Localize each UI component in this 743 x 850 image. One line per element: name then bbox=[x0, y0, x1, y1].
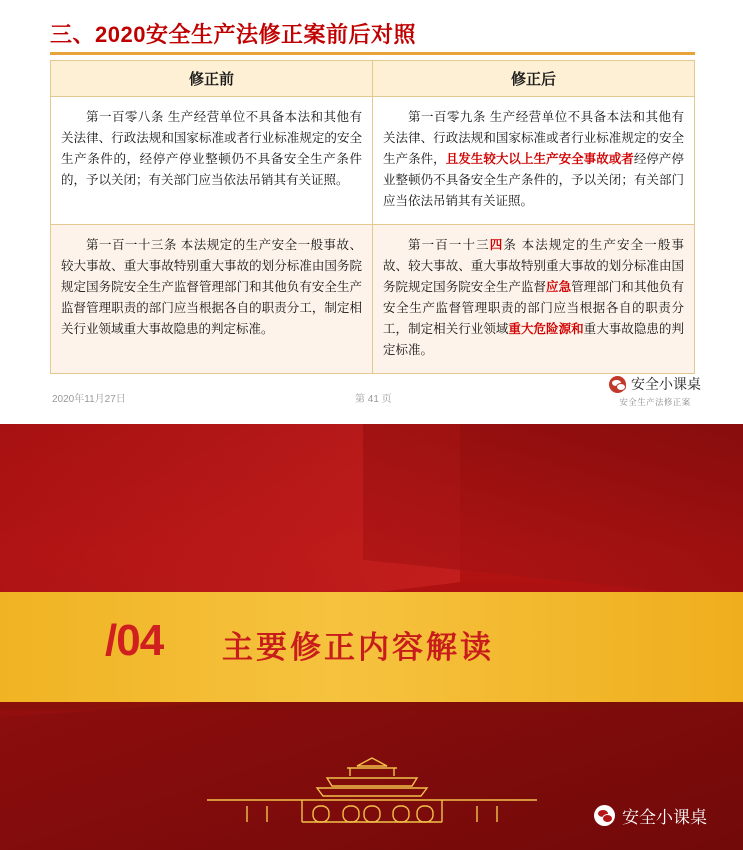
cell-after-1 bbox=[373, 97, 695, 225]
table-row bbox=[51, 225, 695, 374]
after-plain-2a: 第一百一十三 bbox=[408, 238, 490, 252]
after-highlight-2-mid: 应急 bbox=[546, 280, 572, 294]
after-plain-1b: 经停产停业整顿仍不具备安全生产条件的，予以关闭；有关部门应当依法吊销其有关证照。 bbox=[383, 152, 684, 208]
column-header-after: 修正后 bbox=[373, 61, 695, 97]
after-plain-2d: 重大事故隐患的判定标准。 bbox=[383, 322, 684, 357]
after-highlight-2b: 重大危险源和 bbox=[508, 322, 584, 336]
table-header-row bbox=[51, 61, 695, 97]
title-underline bbox=[50, 52, 695, 55]
page-title: 三、2020安全生产法修正案前后对照 bbox=[50, 22, 416, 47]
after-plain-2c: 管理部门和其他负有安全生产监督管理职责的部门应当根据各自的职责分工，制定相关行业领域 bbox=[383, 280, 684, 336]
wechat-account-name: 安全小课桌 bbox=[622, 808, 707, 827]
before-text-1: 第一百零八条 生产经营单位不具备本法和其他有关法律、行政法规和国家标准或者行业标准规定的安全生产条件的，经停产停业整顿仍不具备安全生产条件的，予以关闭；有关部门应当依法吊销其有关证照。 bbox=[61, 110, 362, 187]
cell-before-2 bbox=[51, 225, 373, 374]
after-text-2 bbox=[383, 235, 684, 361]
wechat-line bbox=[609, 374, 701, 394]
footer-page-number: 第 41 页 bbox=[355, 394, 392, 405]
tiananmen-gate-icon bbox=[207, 756, 537, 824]
column-header-before: 修正前 bbox=[51, 61, 373, 97]
after-text-1 bbox=[383, 107, 684, 212]
after-strike-2: 四 bbox=[489, 238, 504, 252]
cell-before-1 bbox=[51, 97, 373, 225]
comparison-table bbox=[50, 60, 695, 374]
after-plain-1a: 第一百零九条 生产经营单位不具备本法和其他有关法律、行政法规和国家标准或者行业标准规定的安全生产条件， bbox=[383, 110, 684, 166]
footer-date: 2020年11月27日 bbox=[52, 394, 126, 405]
wechat-subtitle: 安全生产法修正案 bbox=[619, 397, 691, 407]
wechat-badge bbox=[609, 374, 701, 408]
section-number: /04 bbox=[105, 616, 164, 665]
wechat-account-name: 安全小课桌 bbox=[631, 376, 701, 392]
wechat-badge bbox=[594, 803, 707, 828]
slide-comparison bbox=[0, 0, 743, 424]
wechat-icon bbox=[609, 376, 626, 393]
gold-band-shadow bbox=[0, 702, 743, 710]
before-text-2: 第一百一十三条 本法规定的生产安全一般事故、较大事故、重大事故特别重大事故的划分标准由国务院规定国务院安全生产监督管理部门和其他负有安全生产监督管理职责的部门应当根据各自的职责分工，制定相关行业领域重大事故隐患的判定标准。 bbox=[61, 238, 362, 336]
section-heading: 主要修正内容解读 bbox=[222, 630, 494, 665]
table-row bbox=[51, 97, 695, 225]
after-highlight-1: 且发生较大以上生产安全事故或者 bbox=[445, 152, 634, 166]
after-plain-2b: 条 本法规定的生产安全一般事故、较大事故、重大事故特别重大事故的划分标准由国务院规定国务院安全生产监督 bbox=[383, 238, 684, 294]
wechat-icon bbox=[594, 805, 615, 826]
cell-after-2 bbox=[373, 225, 695, 374]
slide-section-divider bbox=[0, 424, 743, 850]
